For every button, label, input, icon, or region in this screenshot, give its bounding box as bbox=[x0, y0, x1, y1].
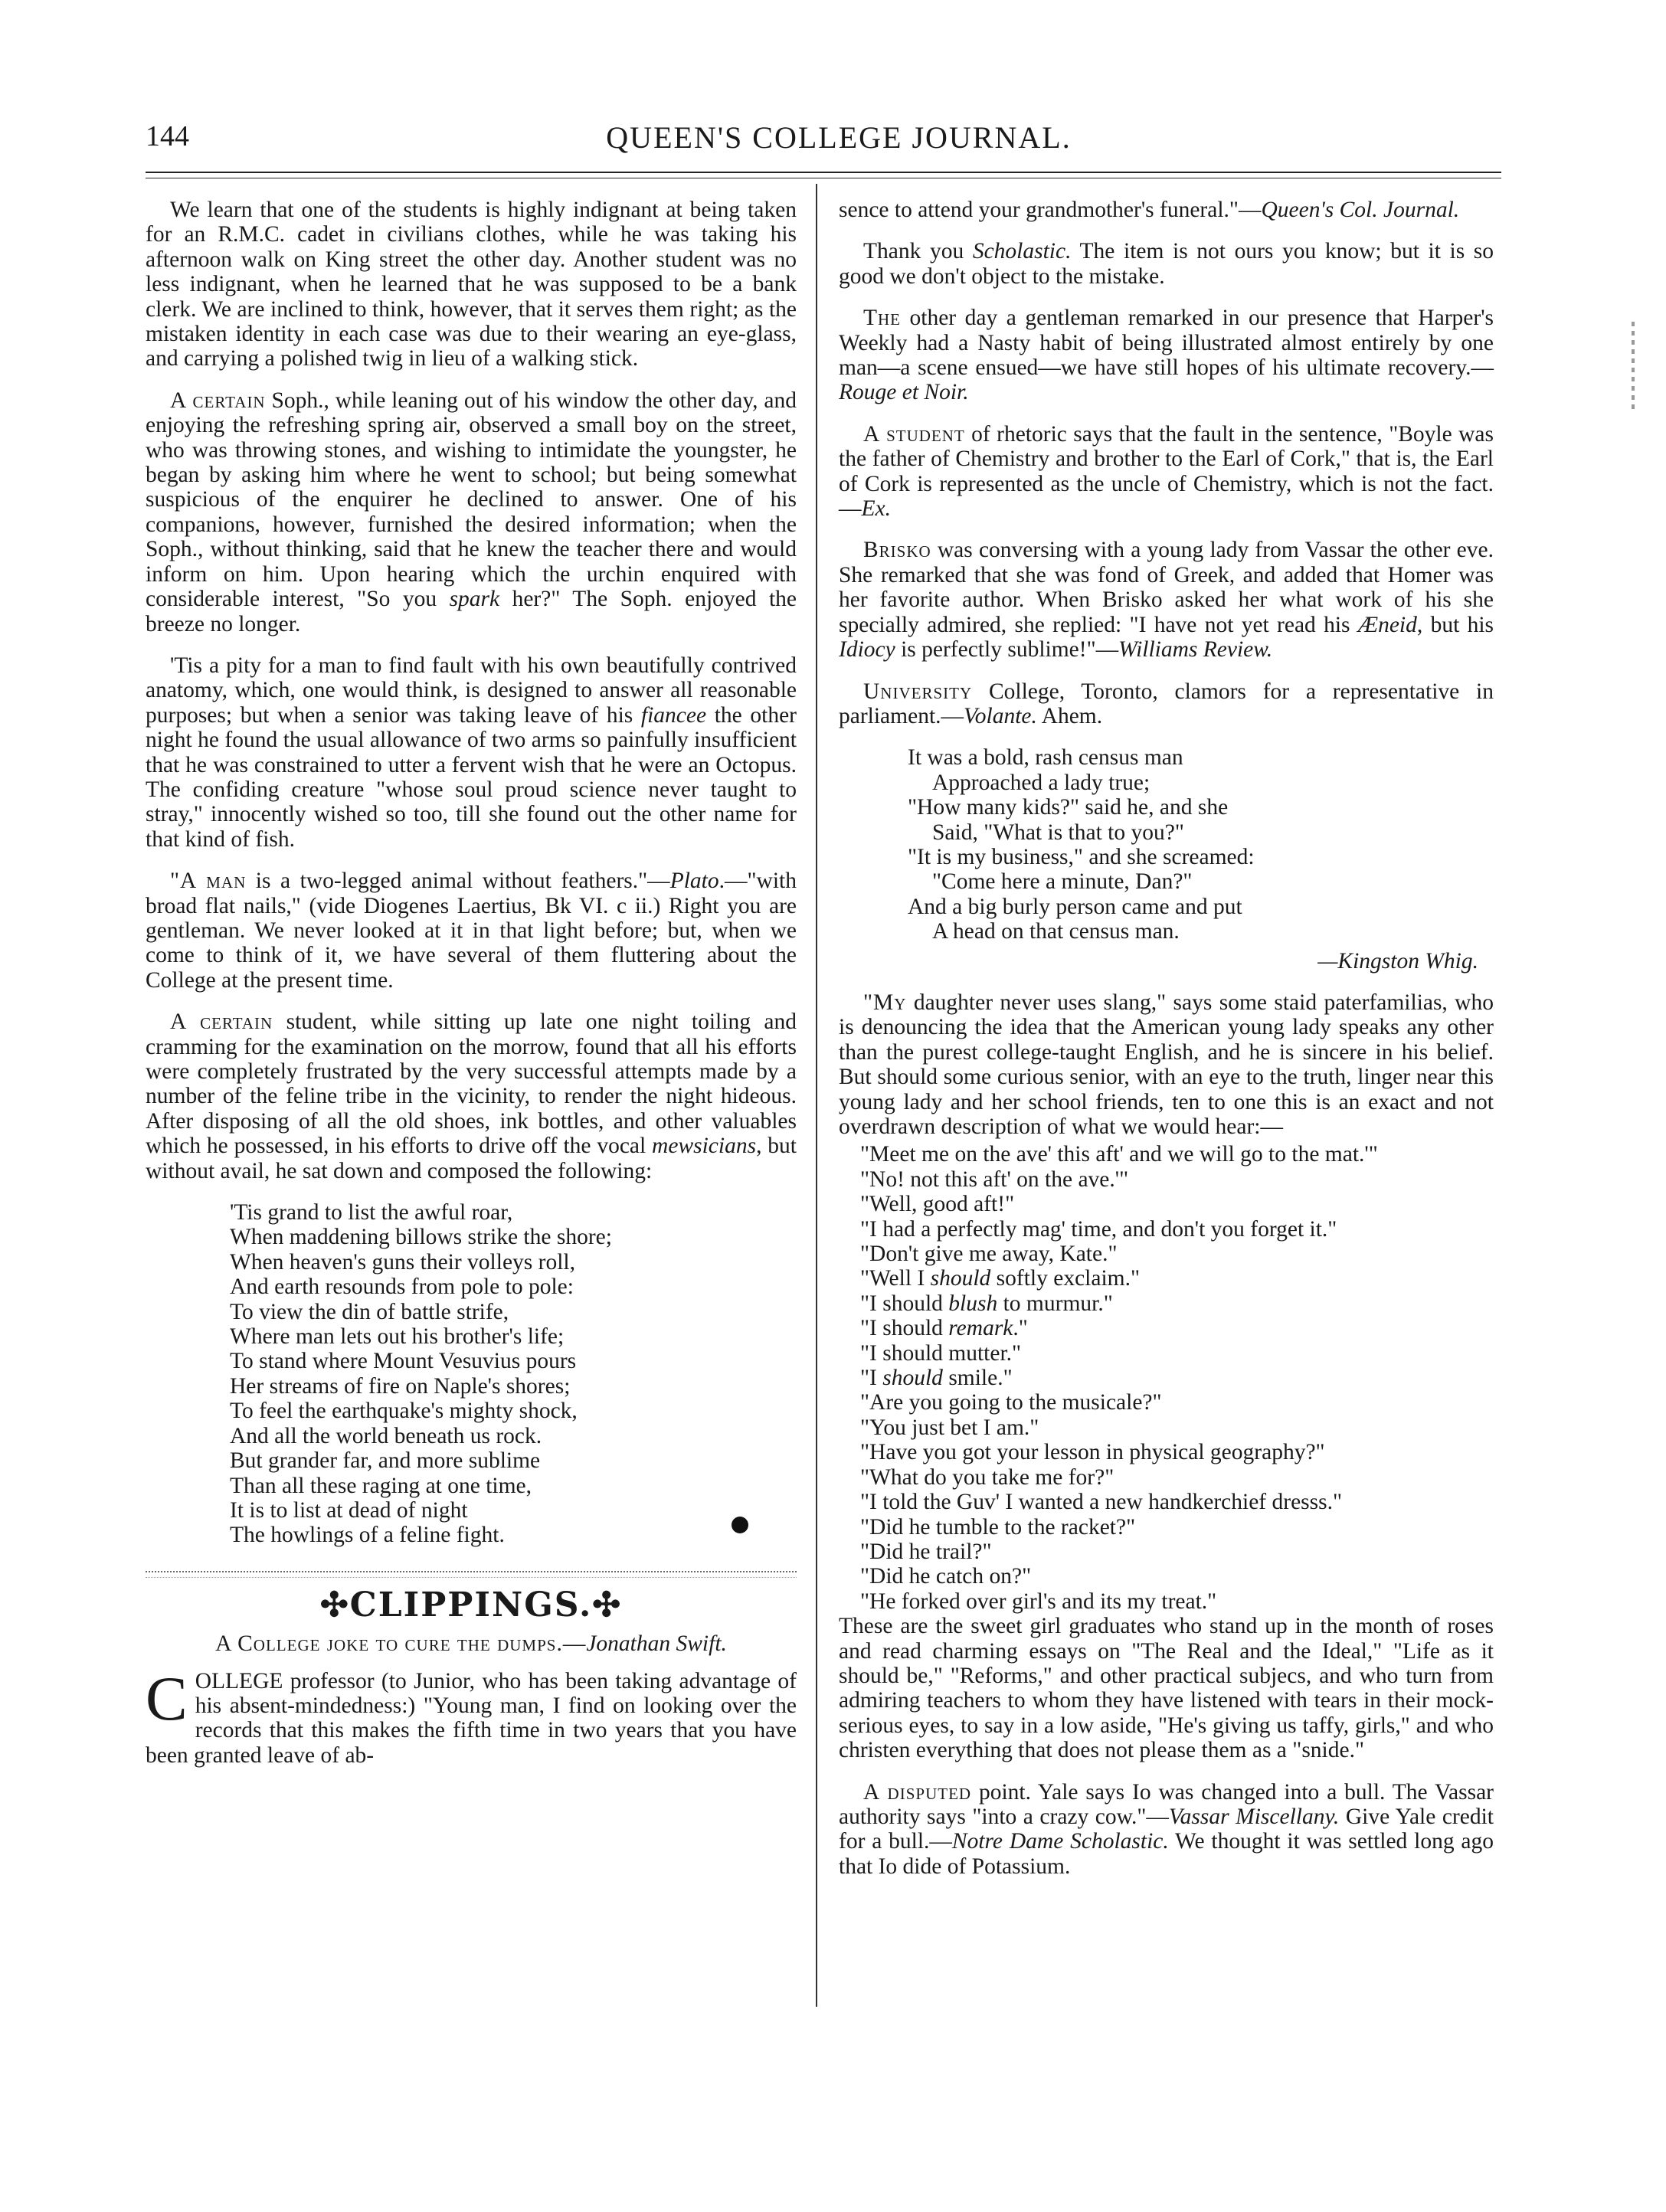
dialogue-line: "Are you going to the musicale?" bbox=[860, 1390, 1162, 1415]
poem-line: The howlings of a feline fight. bbox=[230, 1523, 505, 1548]
dialogue-line: "I should blush to murmur." bbox=[860, 1291, 1113, 1316]
margin-mark bbox=[1632, 322, 1635, 414]
dialogue-line: "I should smile." bbox=[860, 1366, 1013, 1391]
slang-dialogue bbox=[860, 1142, 1494, 1614]
poem-line: Where man lets out his brother's life; bbox=[230, 1324, 565, 1350]
paragraph-feline: A certain student, while sitting up late one night toiling and cramming for the examination on the morrow, found that all his efforts were completely frustrated by the very successful attempts made by a number of the feline tribe in the vicinity, to render the night hideous. After disposing of all the old shoes, ink bottles, and other valuables which he possessed, in his efforts to drive off the vocal mewsicians, but without avail, he sat down and composed the following: bbox=[146, 1009, 797, 1183]
dialogue-line: "Meet me on the ave' this aft' and we will go to the mat.'" bbox=[860, 1142, 1378, 1167]
page-number: 144 bbox=[146, 120, 189, 152]
poem-line: And earth resounds from pole to pole: bbox=[230, 1275, 574, 1300]
poem-line: When heaven's guns their volleys roll, bbox=[230, 1249, 575, 1275]
census-attribution: —Kingston Whig. bbox=[1317, 948, 1478, 973]
poem-line: "How many kids?" said he, and she bbox=[908, 795, 1229, 820]
dialogue-line: "I had a perfectly mag' time, and don't you forget it." bbox=[860, 1216, 1337, 1242]
left-column bbox=[146, 198, 797, 1785]
dialogue-line: "He forked over girl's and its my treat." bbox=[860, 1589, 1217, 1614]
dialogue-line: "I should mutter." bbox=[860, 1340, 1022, 1366]
dialogue-line: "Did he tumble to the racket?" bbox=[860, 1514, 1136, 1540]
poem-line: To view the din of battle strife, bbox=[230, 1299, 509, 1324]
dialogue-line: "Have you got your lesson in physical geography?" bbox=[860, 1440, 1325, 1465]
drop-cap: C bbox=[146, 1663, 188, 1733]
census-poem bbox=[908, 745, 1494, 944]
clippings-heading: ✣CLIPPINGS.✣ bbox=[319, 1585, 623, 1625]
dialogue-line: "You just bet I am." bbox=[860, 1415, 1039, 1440]
paragraph-slang: "My daughter never uses slang," says some staid paterfamilias, who is denouncing the idea that the American young lady speaks any other than the purest college-taught English, and he is sincere in his belief. But should some curious senior, with an eye to the truth, linger near this young lady and her school friends, ten to one this is an exact and not overdrawn description of what we would hear:— bbox=[839, 990, 1494, 1139]
poem-line: "It is my business," and she screamed: bbox=[908, 844, 1255, 869]
poem-line: A head on that census man. bbox=[932, 919, 1180, 944]
poem-line: To feel the earthquake's mighty shock, bbox=[230, 1399, 578, 1424]
paragraph-funeral-cont: sence to attend your grandmother's funeral."—Queen's Col. Journal. bbox=[839, 198, 1460, 222]
paragraph-harpers: The other day a gentleman remarked in our presence that Harper's Weekly had a Nasty habit of being illustrated almost entirely by one man—a scene ensued—we have still hopes of his ultimate recovery.—Rouge et Noir. bbox=[839, 306, 1494, 405]
paragraph-university: University College, Toronto, clamors for a representative in parliament.—Volante. Ahem. bbox=[839, 679, 1494, 728]
dialogue-line: "I should remark." bbox=[860, 1316, 1028, 1341]
dialogue-line: "No! not this aft' on the ave.'" bbox=[860, 1167, 1129, 1192]
column-divider bbox=[816, 184, 817, 2007]
poem-line: 'Tis grand to list the awful roar, bbox=[230, 1200, 513, 1225]
paragraph-disputed-point: A disputed point. Yale says Io was changed into a bull. The Vassar authority says "into a crazy cow."—Vassar Miscellany. Give Yale credit for a bull.—Notre Dame Scholastic. We thought it was settled long ago that Io dide of Potassium. bbox=[839, 1779, 1494, 1879]
dialogue-line: "I told the Guv' I wanted a new handkerchief dresss." bbox=[860, 1490, 1343, 1515]
poem-line: Said, "What is that to you?" bbox=[932, 820, 1184, 845]
dialogue-line: "What do you take me for?" bbox=[860, 1464, 1114, 1490]
poem-line: Approached a lady true; bbox=[932, 770, 1150, 795]
dialogue-line: "Did he catch on?" bbox=[860, 1564, 1032, 1589]
journal-title: QUEEN'S COLLEGE JOURNAL. bbox=[606, 120, 1072, 155]
feline-poem bbox=[230, 1200, 797, 1548]
dialogue-line: "Don't give me away, Kate." bbox=[860, 1242, 1118, 1267]
section-separator bbox=[146, 1571, 797, 1578]
paragraph-rhetoric: A student of rhetoric says that the fault in the sentence, "Boyle was the father of Chemistry and brother to the Earl of Cork," that is, the Earl of Cork is represented as the uncle of Chemistry, which is not the fact.—Ex. bbox=[839, 421, 1494, 522]
paragraph-brisko: Brisko was conversing with a young lady from Vassar the other eve. She remarked that she was fond of Greek, and added that Homer was her favorite author. When Brisko asked her what work of his she specially admired, she replied: "I have not yet read his Æneid, but his Idiocy is perfectly sublime!"—Williams Review. bbox=[839, 538, 1494, 663]
poem-line: And all the world beneath us rock. bbox=[230, 1423, 542, 1448]
clippings-subtitle: A College joke to cure the dumps.—Jonathan Swift. bbox=[215, 1631, 727, 1657]
paragraph-rmc-cadet: We learn that one of the students is highly indignant at being taken for an R.M.C. cadet in civilians clothes, while he was taking his afternoon walk on King street the other day. Another student was no less indignant, when he learned that he was supposed to be a bank clerk. We are inclined to think, however, that it serves them right; as the mistaken identity in each case was due to their wearing an eye-glass, and carrying a polished twig in lieu of a walking stick. bbox=[146, 198, 797, 371]
dialogue-line: "Did he trail?" bbox=[860, 1539, 992, 1564]
poem-line: It was a bold, rash census man bbox=[908, 745, 1183, 771]
poem-line: When maddening billows strike the shore; bbox=[230, 1225, 612, 1250]
poem-line: It is to list at dead of night bbox=[230, 1497, 468, 1523]
paragraph-girl-graduates: These are the sweet girl graduates who stand up in the month of roses and read charming essays on "The Real and the Ideal," "Life as it should be," "Reforms," and other practical subjecs, and who turn from admiring teachers to whom they have listened with tears in their mock-serious eyes, to say in a low aside, "He's giving us taffy, girls," and who christen everything that does not please them as a "snide." bbox=[839, 1614, 1494, 1763]
paragraph-scholastic: Thank you Scholastic. The item is not ours you know; but it is so good we don't object to the mistake. bbox=[839, 239, 1494, 289]
paragraph-plato: "A man is a two-legged animal without feathers."—Plato.—"with broad flat nails," (vide Diogenes Laertius, Bk VI. c ii.) Right you are gentleman. We never looked at it in that light before; but, when we come to think of it, we have several of them fluttering about the College at the present time. bbox=[146, 869, 797, 993]
paragraph-college-professor: COLLEGE professor (to Junior, who has been taking advantage of his absent-mindedness:) "Young man, I find on looking over the records that this makes the fifth time in two years that you have been granted leave of ab- bbox=[146, 1663, 797, 1768]
poem-line: "Come here a minute, Dan?" bbox=[932, 869, 1193, 895]
paragraph-octopus: 'Tis a pity for a man to find fault with his own beautifully contrived anatomy, which, one would think, is designed to answer all reasonable purposes; but when a senior was taking leave of his fiancee the other night he found the usual allowance of two arms so painfully insufficient that he was constrained to utter a fervent wish that he were an Octopus. The confiding creature "whose soul proud science never taught to stray," innocently wished so too, till she found out the other name for that kind of fish. bbox=[146, 653, 797, 852]
page-header bbox=[146, 115, 1532, 169]
poem-line: Than all these raging at one time, bbox=[230, 1473, 532, 1498]
dialogue-line: "Well I should softly exclaim." bbox=[860, 1266, 1141, 1291]
poem-line: But grander far, and more sublime bbox=[230, 1448, 541, 1474]
dialogue-line: "Well, good aft!" bbox=[860, 1192, 1015, 1217]
poem-line: Her streams of fire on Naple's shores; bbox=[230, 1373, 571, 1399]
poem-line: To stand where Mount Vesuvius pours bbox=[230, 1349, 577, 1374]
paragraph-soph-window: A certain Soph., while leaning out of his window the other day, and enjoying the refreshing spring air, observed a small boy on the street, who was throwing stones, and wishing to intimidate the youngster, he began by asking him where he went to school; but being somewhat suspicious of the enquirer he declined to answer. One of his companions, however, furnished the desired information; when the Soph., without thinking, said that he knew the teacher there and would inform on him. Upon hearing which the urchin enquired with considerable interest, "So you spark her?" The Soph. enjoyed the breeze no longer. bbox=[146, 388, 797, 636]
poem-line: And a big burly person came and put bbox=[908, 894, 1242, 919]
right-column bbox=[839, 198, 1494, 1896]
header-rule bbox=[146, 172, 1501, 173]
ink-blot bbox=[732, 1517, 748, 1533]
